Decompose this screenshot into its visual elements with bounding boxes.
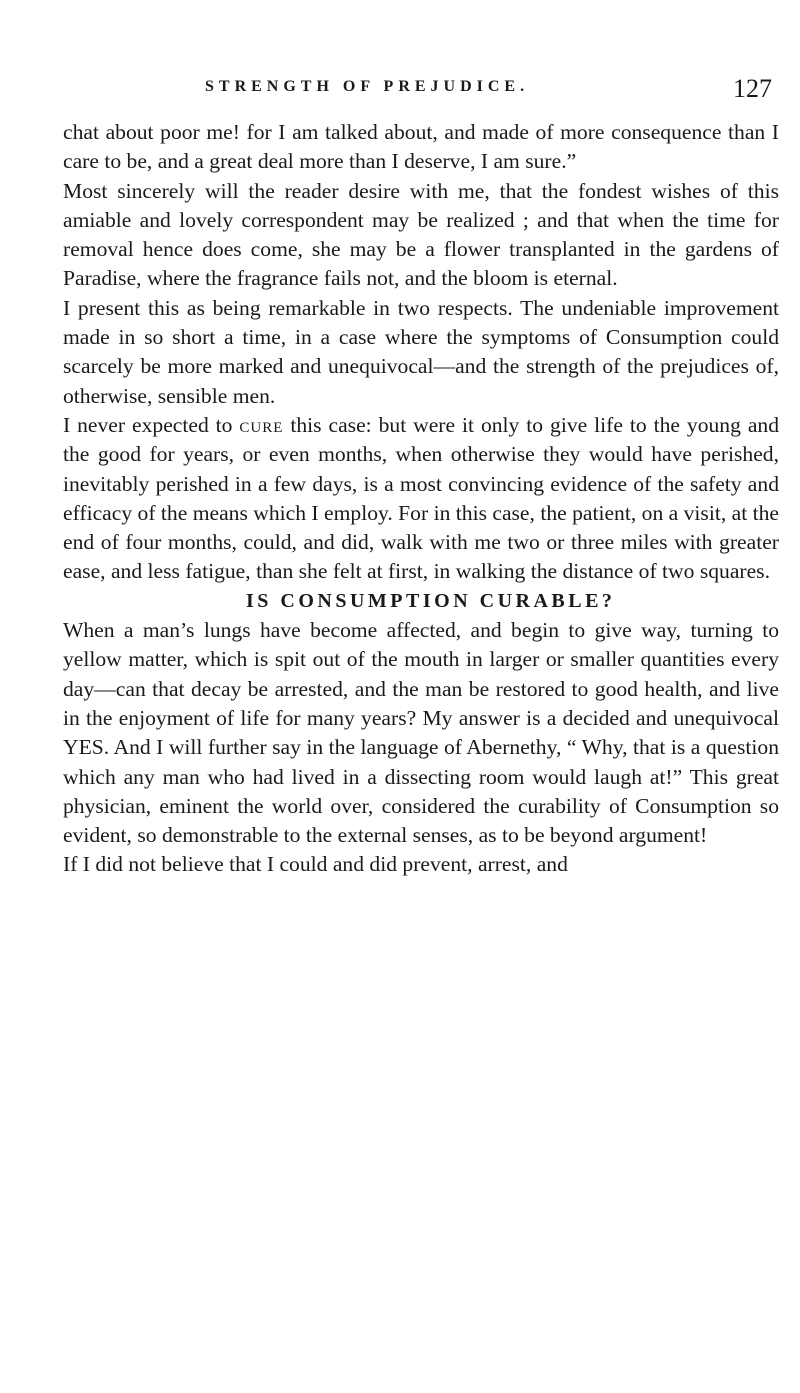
small-caps-cure: cure bbox=[239, 412, 284, 437]
paragraph-never-expected bbox=[63, 411, 779, 587]
running-title: STRENGTH OF PREJUDICE. bbox=[205, 78, 530, 95]
paragraph-final: If I did not believe that I could and did prevent, arrest, and bbox=[63, 852, 568, 877]
paragraph-continuation: chat about poor me! for I am talked about, and made of more consequence than I care to be, and a great deal more than I deserve, I am sure.” bbox=[63, 120, 779, 174]
page-number: 127 bbox=[733, 74, 772, 103]
section-heading: IS CONSUMPTION CURABLE? bbox=[246, 589, 616, 612]
paragraph-lungs: When a man’s lungs have become affected, and begin to give way, turning to yellow matter, which is spit out of the mouth in larger or smaller quantities every day—can that decay be arrested, and the man be restored to good health, and live in the enjoyment of life for many years? My answer is a decided and unequivocal YES. And I will further say in the language of Abernethy, “ Why, that is a question which any man who had lived in a dissecting room would laugh at!” This great physician, eminent the world over, considered the curability of Consumption so evident, so demonstrable to the external senses, as to be beyond argument! bbox=[63, 618, 779, 848]
text-segment: I never expected to bbox=[63, 412, 240, 437]
paragraph-remarkable: I present this as being remarkable in two respects. The undeniable improvement made in so short a time, in a case where the symptoms of Consumption could scarcely be more marked and unequivocal—and the strength of the prejudices of, otherwise, sensible men. bbox=[63, 295, 779, 408]
text-segment: this case: but were it only to give life to the young and the good for years, or even months, when otherwise they would have perished, inevitably perished in a few days, is a most convincing evidence of the safety and efficacy of the means which I employ. For in this case, the patient, on a visit, at the end of four months, could, and did, walk with me two or three miles with greater ease, and less fatigue, than she felt at first, in walking the distance of two squares. bbox=[63, 412, 779, 584]
page-body bbox=[63, 118, 779, 880]
paragraph-reader-wish: Most sincerely will the reader desire with me, that the fondest wishes of this amiable and lovely correspondent may be realized ; and that when the time for removal hence does come, she may be a flower transplanted in the gardens of Paradise, where the fragrance fails not, and the bloom is eternal. bbox=[63, 178, 779, 291]
